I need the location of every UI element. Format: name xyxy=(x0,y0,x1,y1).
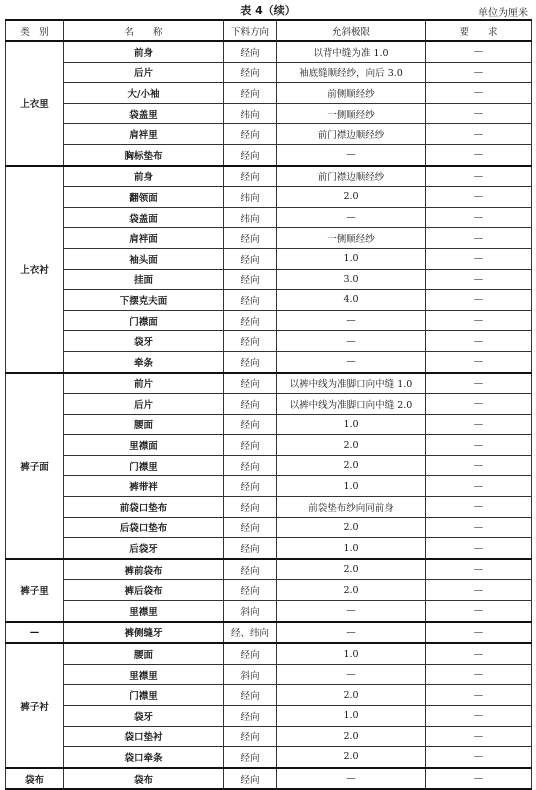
table-row xyxy=(6,497,532,518)
name-cell: 后片 xyxy=(64,394,224,415)
direction-cell: 经向 xyxy=(224,248,277,269)
name-cell: 袋布 xyxy=(64,768,224,790)
direction-cell: 经向 xyxy=(224,269,277,290)
requirement-cell: — xyxy=(426,685,532,706)
requirement-cell: — xyxy=(426,497,532,518)
direction-cell: 经向 xyxy=(224,62,277,83)
direction-cell: 经向 xyxy=(224,166,277,187)
direction-cell: 经向 xyxy=(224,685,277,706)
limit-cell: 2.0 xyxy=(277,747,426,768)
limit-cell: 2.0 xyxy=(277,580,426,601)
requirement-cell: — xyxy=(426,394,532,415)
direction-cell: 经向 xyxy=(224,768,277,790)
limit-cell: 2.0 xyxy=(277,435,426,456)
requirement-cell: — xyxy=(426,248,532,269)
name-cell: 后片 xyxy=(64,62,224,83)
table-row xyxy=(6,41,532,62)
limit-cell: 2.0 xyxy=(277,187,426,208)
category-cell: — xyxy=(6,622,64,644)
category-cell: 裤子里 xyxy=(6,559,64,622)
requirement-cell: — xyxy=(426,706,532,727)
requirement-cell: — xyxy=(426,664,532,685)
direction-cell: 经向 xyxy=(224,747,277,768)
direction-cell: 经、纬向 xyxy=(224,622,277,644)
name-cell: 肩袢里 xyxy=(64,124,224,145)
table-row xyxy=(6,290,532,311)
header-name: 名 称 xyxy=(64,20,224,41)
table-row xyxy=(6,310,532,331)
name-cell: 裤后袋布 xyxy=(64,580,224,601)
table-row xyxy=(6,373,532,394)
name-cell: 裤前袋布 xyxy=(64,559,224,580)
requirement-cell: — xyxy=(426,517,532,538)
table-row xyxy=(6,269,532,290)
requirement-cell: — xyxy=(426,41,532,62)
table-row xyxy=(6,706,532,727)
table-row xyxy=(6,103,532,124)
direction-cell: 经向 xyxy=(224,517,277,538)
name-cell: 裤带袢 xyxy=(64,476,224,497)
limit-cell: — xyxy=(277,331,426,352)
limit-cell: 1.0 xyxy=(277,538,426,559)
direction-cell: 纬向 xyxy=(224,187,277,208)
requirement-cell: — xyxy=(426,538,532,559)
table-row xyxy=(6,331,532,352)
limit-cell: 4.0 xyxy=(277,290,426,311)
table-row xyxy=(6,187,532,208)
table-row xyxy=(6,538,532,559)
requirement-cell: — xyxy=(426,726,532,747)
category-cell: 袋布 xyxy=(6,768,64,790)
direction-cell: 斜向 xyxy=(224,601,277,622)
name-cell: 里襟面 xyxy=(64,435,224,456)
name-cell: 门襟里 xyxy=(64,685,224,706)
direction-cell: 经向 xyxy=(224,41,277,62)
table-row xyxy=(6,455,532,476)
limit-cell: — xyxy=(277,622,426,644)
limit-cell: — xyxy=(277,768,426,790)
name-cell: 后袋牙 xyxy=(64,538,224,559)
table-body xyxy=(6,41,532,789)
limit-cell: 1.0 xyxy=(277,476,426,497)
category-cell: 上衣衬 xyxy=(6,166,64,373)
limit-cell: 1.0 xyxy=(277,414,426,435)
limit-cell: 2.0 xyxy=(277,559,426,580)
table-row xyxy=(6,83,532,104)
name-cell: 挂面 xyxy=(64,269,224,290)
table-row xyxy=(6,228,532,249)
direction-cell: 经向 xyxy=(224,228,277,249)
requirement-cell: — xyxy=(426,62,532,83)
table-row xyxy=(6,144,532,165)
requirement-cell: — xyxy=(426,747,532,768)
header-requirement: 要 求 xyxy=(426,20,532,41)
name-cell: 袋口垫衬 xyxy=(64,726,224,747)
direction-cell: 斜向 xyxy=(224,664,277,685)
table-row xyxy=(6,517,532,538)
direction-cell: 纬向 xyxy=(224,103,277,124)
table-row xyxy=(6,580,532,601)
table-row xyxy=(6,248,532,269)
direction-cell: 经向 xyxy=(224,497,277,518)
table-row xyxy=(6,559,532,580)
name-cell: 大/小袖 xyxy=(64,83,224,104)
limit-cell: 一侧顺经纱 xyxy=(277,103,426,124)
name-cell: 里襟里 xyxy=(64,664,224,685)
direction-cell: 经向 xyxy=(224,310,277,331)
limit-cell: 2.0 xyxy=(277,517,426,538)
direction-cell: 经向 xyxy=(224,538,277,559)
category-cell: 上衣里 xyxy=(6,41,64,166)
direction-cell: 经向 xyxy=(224,435,277,456)
limit-cell: 1.0 xyxy=(277,643,426,664)
requirement-cell: — xyxy=(426,124,532,145)
table-row xyxy=(6,351,532,372)
requirement-cell: — xyxy=(426,455,532,476)
requirement-cell: — xyxy=(426,269,532,290)
header-direction: 下料方向 xyxy=(224,20,277,41)
requirement-cell: — xyxy=(426,290,532,311)
direction-cell: 经向 xyxy=(224,351,277,372)
unit-label: 单位为厘米 xyxy=(478,8,528,19)
table-row xyxy=(6,768,532,790)
direction-cell: 纬向 xyxy=(224,207,277,228)
limit-cell: 2.0 xyxy=(277,455,426,476)
limit-cell: — xyxy=(277,310,426,331)
requirement-cell: — xyxy=(426,373,532,394)
name-cell: 袖头面 xyxy=(64,248,224,269)
name-cell: 袋牙 xyxy=(64,706,224,727)
name-cell: 袋盖里 xyxy=(64,103,224,124)
name-cell: 袋牙 xyxy=(64,331,224,352)
requirement-cell: — xyxy=(426,83,532,104)
table-row xyxy=(6,124,532,145)
direction-cell: 经向 xyxy=(224,706,277,727)
direction-cell: 经向 xyxy=(224,643,277,664)
name-cell: 翻领面 xyxy=(64,187,224,208)
category-cell: 裤子面 xyxy=(6,373,64,559)
requirement-cell: — xyxy=(426,166,532,187)
table-row xyxy=(6,394,532,415)
direction-cell: 经向 xyxy=(224,394,277,415)
name-cell: 胸标垫布 xyxy=(64,144,224,165)
name-cell: 前片 xyxy=(64,373,224,394)
table-row xyxy=(6,207,532,228)
limit-cell: 前门襟边顺经纱 xyxy=(277,124,426,145)
limit-cell: — xyxy=(277,351,426,372)
requirement-cell: — xyxy=(426,331,532,352)
limit-cell: 3.0 xyxy=(277,269,426,290)
direction-cell: 经向 xyxy=(224,726,277,747)
requirement-cell: — xyxy=(426,103,532,124)
name-cell: 肩袢面 xyxy=(64,228,224,249)
direction-cell: 经向 xyxy=(224,476,277,497)
table-title: 表 4（续） xyxy=(240,4,296,17)
table-row xyxy=(6,747,532,768)
name-cell: 袋口牵条 xyxy=(64,747,224,768)
direction-cell: 经向 xyxy=(224,290,277,311)
requirement-cell: — xyxy=(426,207,532,228)
name-cell: 牵条 xyxy=(64,351,224,372)
table-row xyxy=(6,685,532,706)
requirement-cell: — xyxy=(426,601,532,622)
table-row xyxy=(6,601,532,622)
requirement-cell: — xyxy=(426,580,532,601)
name-cell: 裤侧缝牙 xyxy=(64,622,224,644)
name-cell: 前身 xyxy=(64,166,224,187)
table-row xyxy=(6,62,532,83)
limit-cell: 2.0 xyxy=(277,726,426,747)
limit-cell: 前门襟边顺经纱 xyxy=(277,166,426,187)
name-cell: 下摆克夫面 xyxy=(64,290,224,311)
limit-cell: — xyxy=(277,207,426,228)
requirement-cell: — xyxy=(426,476,532,497)
limit-cell: — xyxy=(277,144,426,165)
requirement-cell: — xyxy=(426,228,532,249)
limit-cell: 1.0 xyxy=(277,706,426,727)
direction-cell: 经向 xyxy=(224,559,277,580)
requirement-cell: — xyxy=(426,414,532,435)
table-row xyxy=(6,622,532,644)
limit-cell: 前袋垫布纱向同前身 xyxy=(277,497,426,518)
table-row xyxy=(6,643,532,664)
direction-cell: 经向 xyxy=(224,455,277,476)
name-cell: 后袋口垫布 xyxy=(64,517,224,538)
direction-cell: 经向 xyxy=(224,580,277,601)
limit-cell: 以裤中线为准脚口向中缝 1.0 xyxy=(277,373,426,394)
name-cell: 门襟里 xyxy=(64,455,224,476)
direction-cell: 经向 xyxy=(224,124,277,145)
limit-cell: 袖底缝顺经纱，向后 3.0 xyxy=(277,62,426,83)
requirement-cell: — xyxy=(426,144,532,165)
direction-cell: 经向 xyxy=(224,144,277,165)
table-row xyxy=(6,435,532,456)
table-row xyxy=(6,166,532,187)
requirement-cell: — xyxy=(426,622,532,644)
name-cell: 腰面 xyxy=(64,643,224,664)
cutting-direction-table xyxy=(5,19,532,790)
header-limit: 允斜极限 xyxy=(277,20,426,41)
table-row xyxy=(6,664,532,685)
name-cell: 袋盖面 xyxy=(64,207,224,228)
name-cell: 里襟里 xyxy=(64,601,224,622)
limit-cell: 2.0 xyxy=(277,685,426,706)
limit-cell: — xyxy=(277,601,426,622)
table-row xyxy=(6,726,532,747)
direction-cell: 经向 xyxy=(224,414,277,435)
limit-cell: 前侧顺经纱 xyxy=(277,83,426,104)
requirement-cell: — xyxy=(426,559,532,580)
requirement-cell: — xyxy=(426,643,532,664)
name-cell: 腰面 xyxy=(64,414,224,435)
header-category: 类 别 xyxy=(6,20,64,41)
name-cell: 前身 xyxy=(64,41,224,62)
requirement-cell: — xyxy=(426,310,532,331)
requirement-cell: — xyxy=(426,351,532,372)
table-row xyxy=(6,476,532,497)
limit-cell: — xyxy=(277,664,426,685)
requirement-cell: — xyxy=(426,187,532,208)
limit-cell: 以裤中线为准脚口向中缝 2.0 xyxy=(277,394,426,415)
requirement-cell: — xyxy=(426,768,532,790)
direction-cell: 经向 xyxy=(224,83,277,104)
direction-cell: 经向 xyxy=(224,373,277,394)
name-cell: 门襟面 xyxy=(64,310,224,331)
table-row xyxy=(6,414,532,435)
header-row xyxy=(6,20,532,41)
requirement-cell: — xyxy=(426,435,532,456)
name-cell: 前袋口垫布 xyxy=(64,497,224,518)
direction-cell: 经向 xyxy=(224,331,277,352)
limit-cell: 以背中缝为准 1.0 xyxy=(277,41,426,62)
limit-cell: 1.0 xyxy=(277,248,426,269)
category-cell: 裤子衬 xyxy=(6,643,64,768)
limit-cell: 一侧顺经纱 xyxy=(277,228,426,249)
